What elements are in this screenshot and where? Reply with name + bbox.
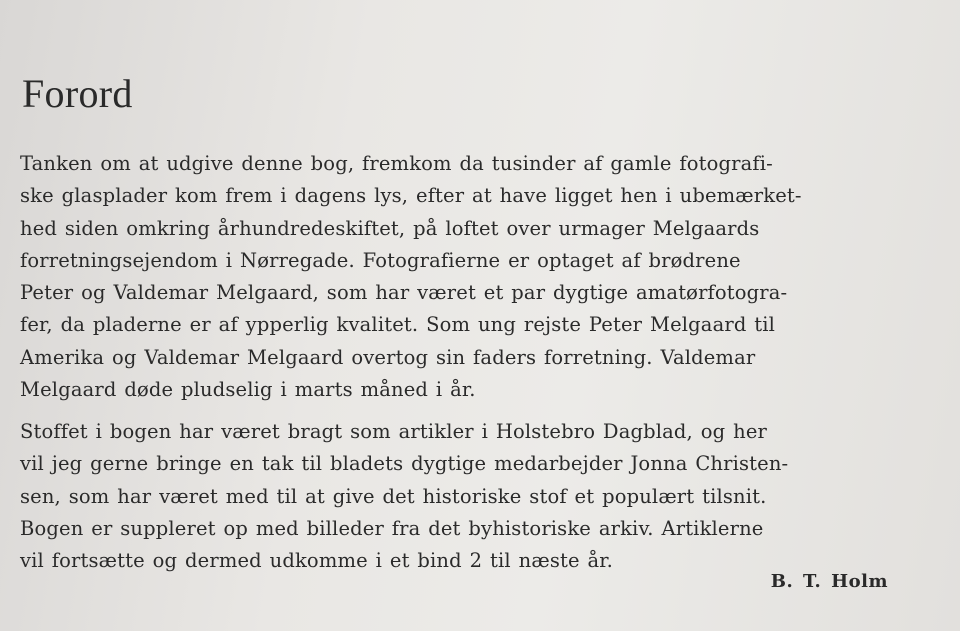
- text-line: sen, som har været med til at give det historiske stof et populært tilsnit.: [20, 484, 767, 508]
- text-line: vil jeg gerne bringe en tak til bladets dygtige medarbejder Jonna Christen-: [20, 452, 789, 476]
- text-line: fer, da pladerne er af ypperlig kvalitet. Som ung rejste Peter Melgaard til: [20, 313, 776, 337]
- text-line: Stoffet i bogen har været bragt som artikler i Holstebro Dagblad, og her: [20, 420, 767, 443]
- paragraph-2: [20, 416, 932, 577]
- text-line: Amerika og Valdemar Melgaard overtog sin faders forretning. Valdemar: [20, 345, 756, 369]
- text-line: ske glasplader kom frem i dagens lys, efter at have ligget hen i ubemærket-: [20, 184, 802, 208]
- page-heading: Forord: [22, 71, 133, 116]
- text-line: Tanken om at udgive denne bog, fremkom da tusinder af gamle fotografi-: [20, 152, 773, 175]
- text-line: hed siden omkring århundredeskiftet, på loftet over urmager Melgaards: [20, 216, 760, 240]
- paragraph-1: [20, 148, 932, 406]
- text-line: Melgaard døde pludselig i marts måned i år.: [20, 378, 476, 402]
- text-line: Peter og Valdemar Melgaard, som har været et par dygtige amatørfotogra-: [20, 281, 788, 305]
- text-line: forretningsejendom i Nørregade. Fotografierne er optaget af brødrene: [20, 248, 741, 272]
- author-signature: B. T. Holm: [770, 571, 888, 592]
- text-line: vil fortsætte og dermed udkomme i et bind 2 til næste år.: [20, 549, 613, 573]
- text-line: Bogen er suppleret op med billeder fra det byhistoriske arkiv. Artiklerne: [20, 516, 764, 540]
